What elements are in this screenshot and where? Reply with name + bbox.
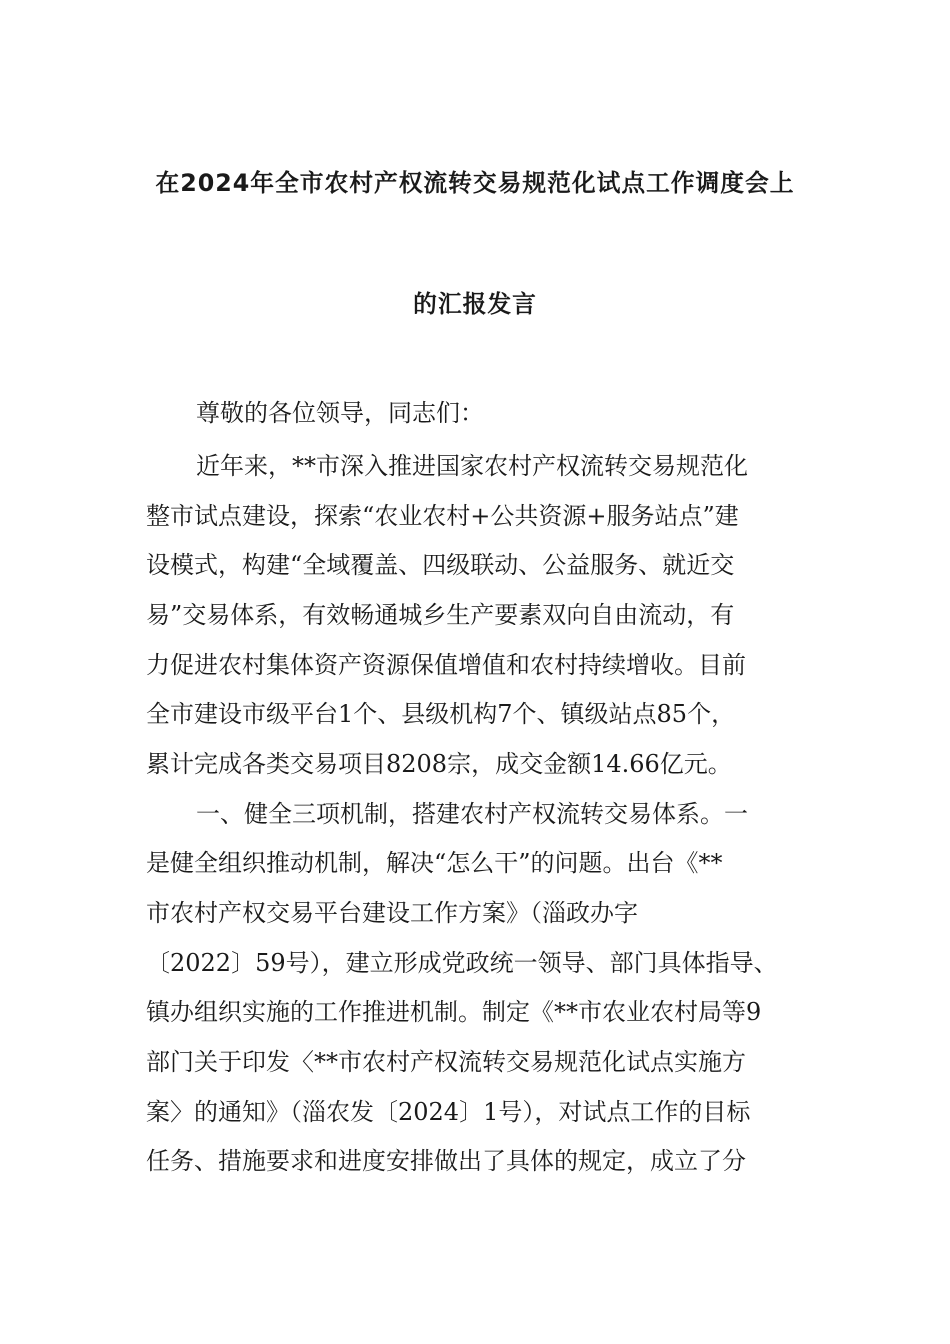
body-text: 〔2022〕59号），建立形成党政统一领导、部门具体指导、 — [146, 949, 778, 977]
body-text: 设模式，构建“全域覆盖、四级联动、公益服务、就近交 — [146, 551, 735, 579]
body-text: 一、健全三项机制，搭建农村产权流转交易体系。一 — [196, 800, 748, 828]
body-text: 全市建设市级平台1个、县级机构7个、镇级站点85个， — [146, 700, 736, 728]
body-text: 任务、措施要求和进度安排做出了具体的规定，成立了分 — [146, 1147, 746, 1175]
document-title-line-2: 的汇报发言 — [413, 290, 537, 318]
paragraph-line — [0, 748, 950, 780]
body-text: 镇办组织实施的工作推进机制。制定《**市农业农村局等9 — [146, 998, 762, 1026]
paragraph-line — [0, 897, 950, 929]
paragraph-line — [0, 698, 950, 730]
paragraph-line — [0, 649, 950, 681]
body-text: 力促进农村集体资产资源保值增值和农村持续增收。目前 — [146, 651, 746, 679]
paragraph-line — [0, 450, 950, 482]
body-text: 市农村产权交易平台建设工作方案》（淄政办字 — [146, 899, 638, 927]
paragraph-line — [0, 500, 950, 532]
paragraph-line — [0, 1096, 950, 1128]
body-text: 近年来，**市深入推进国家农村产权流转交易规范化 — [196, 452, 748, 480]
body-text: 案〉的通知》（淄农发〔2024〕1号），对试点工作的目标 — [146, 1098, 751, 1126]
paragraph-line — [0, 1046, 950, 1078]
paragraph-line — [0, 947, 950, 979]
salutation-line — [0, 397, 950, 429]
body-text: 累计完成各类交易项目8208宗，成交金额14.66亿元。 — [146, 750, 732, 778]
body-text: 整市试点建设，探索“农业农村+公共资源+服务站点”建 — [146, 502, 739, 530]
section-heading-line — [0, 798, 950, 830]
paragraph-line — [0, 599, 950, 631]
body-text: 是健全组织推动机制，解决“怎么干”的问题。出台《** — [146, 849, 723, 877]
paragraph-line — [0, 549, 950, 581]
paragraph-line — [0, 1145, 950, 1177]
paragraph-line — [0, 847, 950, 879]
paragraph-line — [0, 996, 950, 1028]
body-text: 尊敬的各位领导，同志们： — [196, 399, 484, 427]
body-text: 易”交易体系，有效畅通城乡生产要素双向自由流动，有 — [146, 601, 735, 629]
document-title-line-1: 在2024年全市农村产权流转交易规范化试点工作调度会上 — [155, 169, 795, 197]
body-text: 部门关于印发〈**市农村产权流转交易规范化试点实施方 — [146, 1048, 746, 1076]
